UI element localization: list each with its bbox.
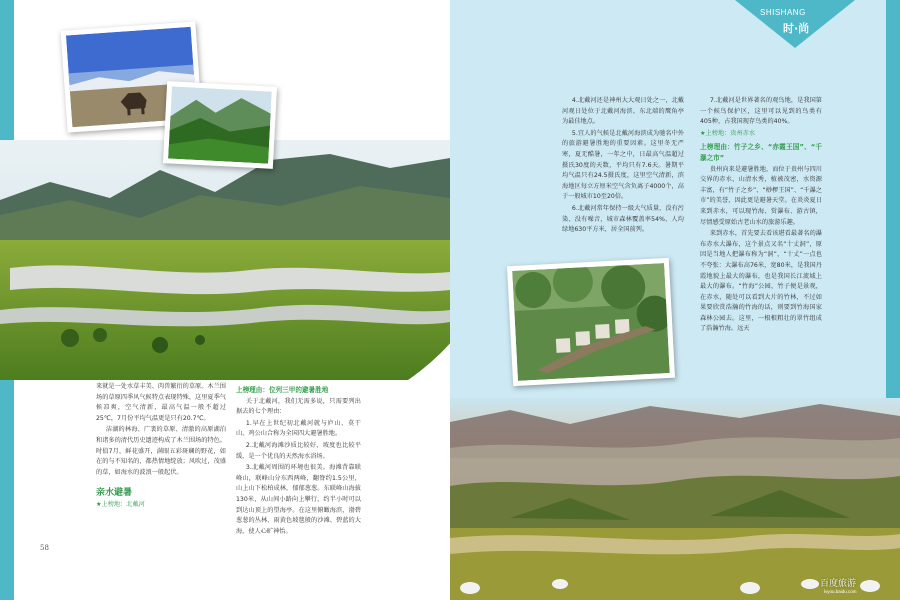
paragraph: 5.宜人的气候是北戴河海滨成为驰名中外的旅游避暑胜地的重要因素。这里冬无严寒，夏无酷暑，一年之中，日最高气温超过摄氏30度的天数，平均只有7.6天。暑期平均气温只有24.5摄氏度，这里空气清新，滨海地区每立方厘米空气含负离子4000个，高于一般城市10至20倍。 [562,129,684,201]
section-subtitle: ★上榜地：北戴河 [96,500,145,508]
text-column-2 [236,382,361,538]
reason-heading: 上榜理由：竹子之乡、“赤霞王国”、“千瀑之市” [700,143,822,162]
destination-label: ★上榜地：贵州赤水 [700,129,756,137]
paragraph: 7.北戴河是世界著名的观鸟地，是我国第一个候鸟保护区，这里可以见到的鸟类有405种，占我国现存鸟类的40%。 [700,97,822,126]
paragraph: 来到赤水，首先要去看该堪看最著名的瀑布赤水大瀑布，这个景点又名“十丈洞”，原因是当地人把瀑布称为“洞”，“十丈”一点也不夸张：大瀑布高76米，宽80米，是我国丹霞地貌上最大的瀑布，也是我国长江流域上最大的瀑布。“竹海”公园，竹子便是景观，在赤水，随处可以看到大片的竹林，不过如果要欣赏浩瀚的竹海的话，则要到竹海国家森林公园去。这里，一根根粗壮的翠竹组成了浩瀚竹海。远天 [700,230,822,333]
page-number: 58 [40,544,49,552]
paragraph: 2.北戴河海滩沙质比较好，坡度也比较平缓，是一个优良的天然海水浴场。 [236,441,361,460]
paragraph: 贵州向来是避暑胜地，而位于贵州与四川交界的赤水，山清水秀，植被茂密，水资源丰富，有“竹子之乡”、“桫椤王国”、“千瀑之市”的美誉，因此更是避暑天堂。在炎炎夏日来到赤水，可以现竹海、赏瀑布、游古镇，尽情感受原始古老山水的旅游乐趣。 [700,165,822,226]
paragraph: 6.北戴河常年保持一级大气质量，没有污染、没有噪音，城市森林覆盖率54%，人均绿地630平方米，居全国前列。 [562,204,684,234]
reason-heading: 上榜理由：位列三甲的避暑胜地 [236,386,329,394]
banner-chinese: 时·尚 [783,22,810,35]
text-column-3 [562,96,684,237]
paragraph: 关于北戴河，我们无需多说，只需要列出据去的七个理由： [236,397,361,416]
bamboo-forest-photo [507,258,675,386]
paragraph: 3.北戴河周围的环境也很美。海滩背靠联峰山，联峰山分东西两峰，翻脊约1.5公里，山上山下松柏成林，郁郁葱葱。东联峰山海拔130米，从山间小路向上攀行，约半小时可以到达山顶上的望海亭。在这里俯瞰海滨，渤碧葱葱的丛林、雨黄色坡毯般的沙滩、碧蓝的大海，使人心旷神怡。 [236,464,361,535]
paragraph: 4.北戴河还是神州大大观日处之一，北戴河观日处位于北戴河海滨、东北端的鹰角亭为最佳地点。 [562,97,684,126]
misty-hills-photo [450,398,900,600]
watermark-url: lvyou.baidu.com [824,589,857,594]
text-column-4 [700,96,822,336]
paragraph: 洁湖的林海、广袤的草原、清澈的高原湖泊和诸多的清代历史遗迹构成了木兰围场的特色。时值7月，鲜花盛开，满眼五彩斑斓的野花，如在的与不知名的，都热情地绽放；风吹过，茂盛的草，如海水的波浪一般起伏。 [96,426,226,476]
text-column-1 [96,382,226,512]
paragraph: 1.早在上世纪初北戴河就与庐山、莫干山、鸡公山合称为全国四大避暑胜地。 [236,419,361,438]
paragraph: 来就是一处水草丰美、肉兽繁衍的草原。木兰围场的草原四季风气候特点表现特殊，这里夏季气候凉爽，空气清新，最高气温一般不超过25℃，7月份平均气温更是只有20.7℃。 [96,383,226,422]
mountain-forest-photo [163,81,277,169]
section-title: 亲水避暑 [96,488,133,499]
banner-english: SHISHANG [760,8,806,17]
grassland-river-photo [0,140,450,380]
watermark-logo: 百度旅游 [820,578,857,588]
